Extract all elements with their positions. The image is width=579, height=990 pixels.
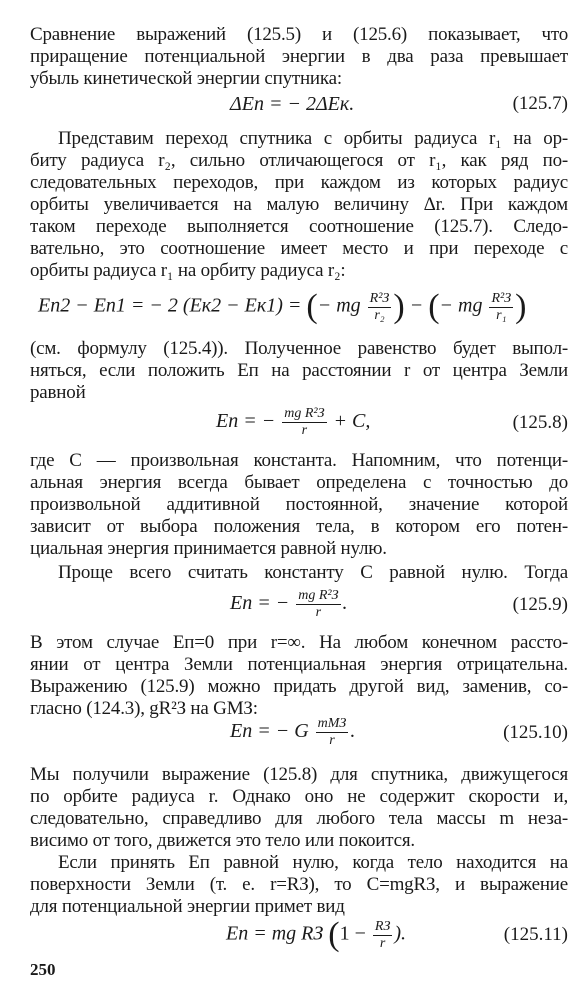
paren-close: ) xyxy=(515,288,527,325)
text-line: следовательных переходов, при каждом из которых радиус xyxy=(30,172,568,193)
text-line: поверхности Земли (т. е. r=RЗ), то C=mgRЗ, и выражение xyxy=(30,874,568,895)
text-line: циальная энергия принимается равной нулю. xyxy=(30,538,387,559)
text-line: убыль кинетической энергии спутника: xyxy=(30,68,342,89)
text-line: В этом случае Eп=0 при r=∞. На любом конечном рассто- xyxy=(30,632,568,653)
text-line: следовательно, справедливо для любого тела массы m неза- xyxy=(30,808,568,829)
equation-left: Eп = mg RЗ xyxy=(226,922,324,945)
equation-number: (125.8) xyxy=(512,412,568,433)
equation-left: Eп = − xyxy=(230,592,290,615)
fraction xyxy=(368,291,392,324)
text-line: висимо от того, движется это тело или покоится. xyxy=(30,830,415,851)
paren-open: ( xyxy=(428,288,440,325)
fraction xyxy=(373,919,392,952)
equation-125-11 xyxy=(30,914,568,960)
equation-number: (125.9) xyxy=(512,594,568,615)
denominator: r xyxy=(316,732,349,749)
paren-close: ) xyxy=(393,288,405,325)
text-line: где C — произвольная константа. Напомним, что потенци- xyxy=(30,450,568,471)
equation-body xyxy=(38,288,526,326)
equation-body xyxy=(230,588,348,621)
text-line: по орбите радиуса r. Однако оно не содержит скорости и, xyxy=(30,786,568,807)
text-line: орбиты увеличивается на малую величину Δr. При каждом xyxy=(30,194,568,215)
fraction xyxy=(489,291,513,324)
text-line: орбиты радиуса r₁ на орбиту радиуса r₂: xyxy=(30,260,346,281)
equation-125-9 xyxy=(30,584,568,630)
numerator: mg R²З xyxy=(298,588,339,603)
equation-125-8 xyxy=(30,402,568,448)
fraction xyxy=(282,406,326,439)
numerator: R²З xyxy=(491,290,512,306)
equation-number: (125.11) xyxy=(503,924,568,945)
numerator: mMЗ xyxy=(317,716,347,731)
denominator: r xyxy=(373,935,392,952)
text-line: няться, если положить Eп на расстоянии r от центра Земли xyxy=(30,360,568,381)
text-line: Выражению (125.9) можно придать другой вид, заменив, со- xyxy=(30,676,568,697)
fraction xyxy=(316,716,349,749)
text-line: Мы получили выражение (125.8) для спутника, движущегося xyxy=(30,764,568,785)
equation-term: − mg xyxy=(439,294,483,317)
denominator: r xyxy=(296,604,340,621)
equation-body xyxy=(216,406,370,439)
equation-energy-difference xyxy=(30,280,568,332)
equation-number: (125.7) xyxy=(512,93,568,114)
equation-left: Eп = − xyxy=(216,410,276,433)
text-line: альная энергия всегда бывает определена с точностью до xyxy=(30,472,568,493)
equation-body xyxy=(230,716,355,749)
equation-term: − mg xyxy=(317,294,361,317)
text-line: Если принять Eп равной нулю, когда тело находится на xyxy=(58,852,568,873)
text-line: Сравнение выражений (125.5) и (125.6) показывает, что xyxy=(30,24,568,45)
fraction xyxy=(296,588,340,621)
minus-sign: − xyxy=(409,294,424,317)
equation-body xyxy=(226,916,406,954)
text-line: Проще всего считать константу C равной нулю. Тогда xyxy=(58,562,568,583)
text-line: зависит от выбора положения тела, в котором его потен- xyxy=(30,516,568,537)
denominator: r₂ xyxy=(368,307,392,324)
equation-body: ΔEп = − 2ΔEк. xyxy=(230,93,355,115)
text-line: приращение потенциальной энергии в два раза превышает xyxy=(30,46,568,67)
text-line: янии от центра Земли потенциальная энергия отрицательна. xyxy=(30,654,568,675)
equation-right: + C, xyxy=(333,410,371,433)
numerator: mg R²З xyxy=(284,406,325,421)
text-line: вательно, это соотношение имеет место и при переходе с xyxy=(30,238,568,259)
equation-right: . xyxy=(342,592,348,615)
equation-left: Eп = − G xyxy=(230,720,309,743)
equation-left: Eп2 − Eп1 = − 2 (Eк2 − Eк1) = xyxy=(38,294,302,317)
paren-open: ( xyxy=(306,288,318,325)
one: 1 − xyxy=(339,922,366,945)
text-line: равной xyxy=(30,382,86,403)
text-line: гласно (124.3), gR²З на GMЗ: xyxy=(30,698,258,719)
denominator: r₁ xyxy=(489,307,513,324)
text-line: произвольной аддитивной постоянной, значение которой xyxy=(30,494,568,515)
text-line: таком переходе выполняется соотношение (125.7). Следо- xyxy=(30,216,568,237)
page-number: 250 xyxy=(30,960,56,979)
text-line: биту радиуса r₂, сильно отличающегося от r₁, как ряд по- xyxy=(30,150,568,171)
equation-right: . xyxy=(350,720,356,743)
text-line: (см. формулу (125.4)). Полученное равенство будет выпол- xyxy=(30,338,568,359)
text-line: для потенциальной энергии примет вид xyxy=(30,896,345,917)
equation-right: ). xyxy=(394,922,407,945)
denominator: r xyxy=(282,422,326,439)
equation-125-10 xyxy=(30,712,568,758)
text-line: Представим переход спутника с орбиты радиуса r₁ на ор- xyxy=(58,128,568,149)
numerator: R²З xyxy=(369,290,390,306)
equation-number: (125.10) xyxy=(503,722,568,743)
paren-open: ( xyxy=(328,916,340,953)
numerator: RЗ xyxy=(374,918,391,934)
